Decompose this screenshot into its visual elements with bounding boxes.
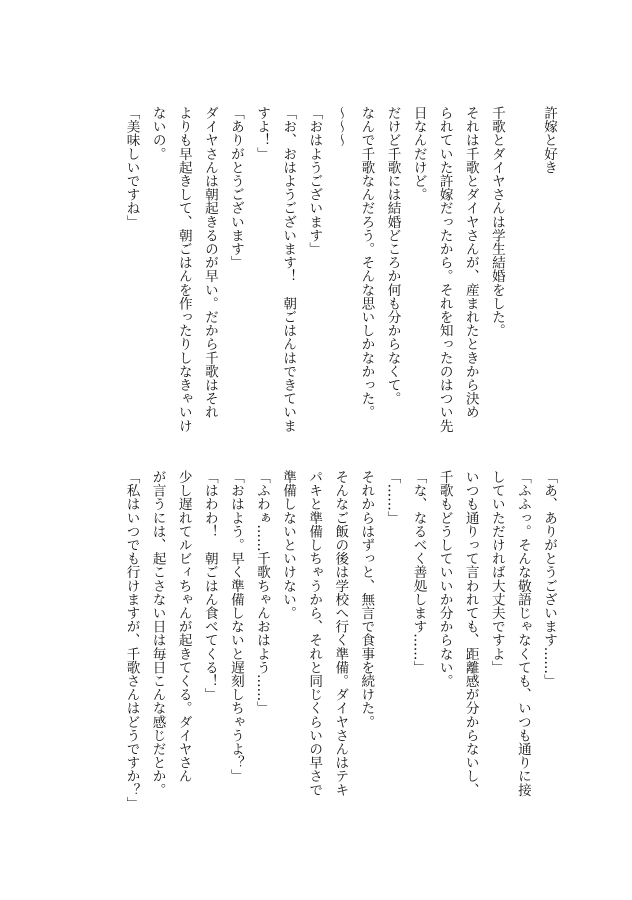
text-line: 「……」 xyxy=(384,470,401,525)
text-line: それは千歌とダイヤさんが、産まれたときから決め xyxy=(462,106,479,419)
text-line: していただければ大丈夫ですよ」 xyxy=(488,470,505,674)
text-line: が言うには、起こさない日は毎日こんな感じだとか。 xyxy=(149,470,166,797)
text-line: そんなご飯の後は学校へ行く準備。ダイヤさんはテキ xyxy=(332,470,349,797)
lower-text-block xyxy=(118,470,562,810)
text-line: 千歌とダイヤさんは学生結婚をした。 xyxy=(488,106,505,338)
text-line: 日なんだけど。 xyxy=(410,106,427,202)
text-line: 「はわわ！ 朝ごはん食べてくる！」 xyxy=(201,470,218,702)
text-line: 「ありがとうございます」 xyxy=(227,106,244,270)
text-line: ダイヤさんは朝起きるのが早い。だから千歌はそれ xyxy=(201,106,218,419)
text-line: パキと準備しちゃうから、それと同じくらいの早さで xyxy=(306,470,323,797)
text-line: だけど千歌には結婚どころか何も分からなくて。 xyxy=(384,106,401,406)
text-line: 「美味しいですね」 xyxy=(123,106,140,229)
text-line: 「私はいつでも行けますが、千歌さんはどうですか？」 xyxy=(123,470,140,810)
text-line: 準備しないといけない。 xyxy=(280,470,297,620)
text-line: 千歌もどうしていいか分からない。 xyxy=(436,470,453,688)
text-line: 「おはよう。早く準備しないと遅刻しちゃうよ？」 xyxy=(227,470,244,783)
text-line: それからはずっと、無言で食事を続けた。 xyxy=(358,470,375,729)
text-line: ないの。 xyxy=(149,106,166,161)
text-line: 少し遅れてルビィちゃんが起きてくる。ダイヤさん xyxy=(175,470,192,783)
text-line: なんで千歌なんだろう。そんな思いしかなかった。 xyxy=(358,106,375,419)
text-line: 「ふわぁ……千歌ちゃんおはよう……」 xyxy=(253,470,270,715)
text-line: 「おはようございます」 xyxy=(306,106,323,256)
text-line: すよ！」 xyxy=(254,106,271,161)
text-line: 「あ、ありがとうございます……」 xyxy=(541,470,557,688)
story-title: 許嫁と好き xyxy=(541,106,557,174)
text-line: られていた許嫁だったから。それを知ったのはつい先 xyxy=(436,106,453,433)
text-line: 「お、おはようございます！ 朝ごはんはできていま xyxy=(280,106,297,433)
text-line: 「な、なるべく善処します……」 xyxy=(410,470,427,674)
upper-text-block xyxy=(119,106,563,446)
text-line: よりも早起きして、朝ごはんを作ったりしなきゃいけ xyxy=(175,106,192,433)
text-line: 「ふふっ。そんな敬語じゃなくても、いつも通りに接 xyxy=(514,470,531,797)
text-line: いつも通りって言われても、距離感が分からないし、 xyxy=(462,470,479,797)
scene-break: 〜〜〜 xyxy=(332,106,349,147)
